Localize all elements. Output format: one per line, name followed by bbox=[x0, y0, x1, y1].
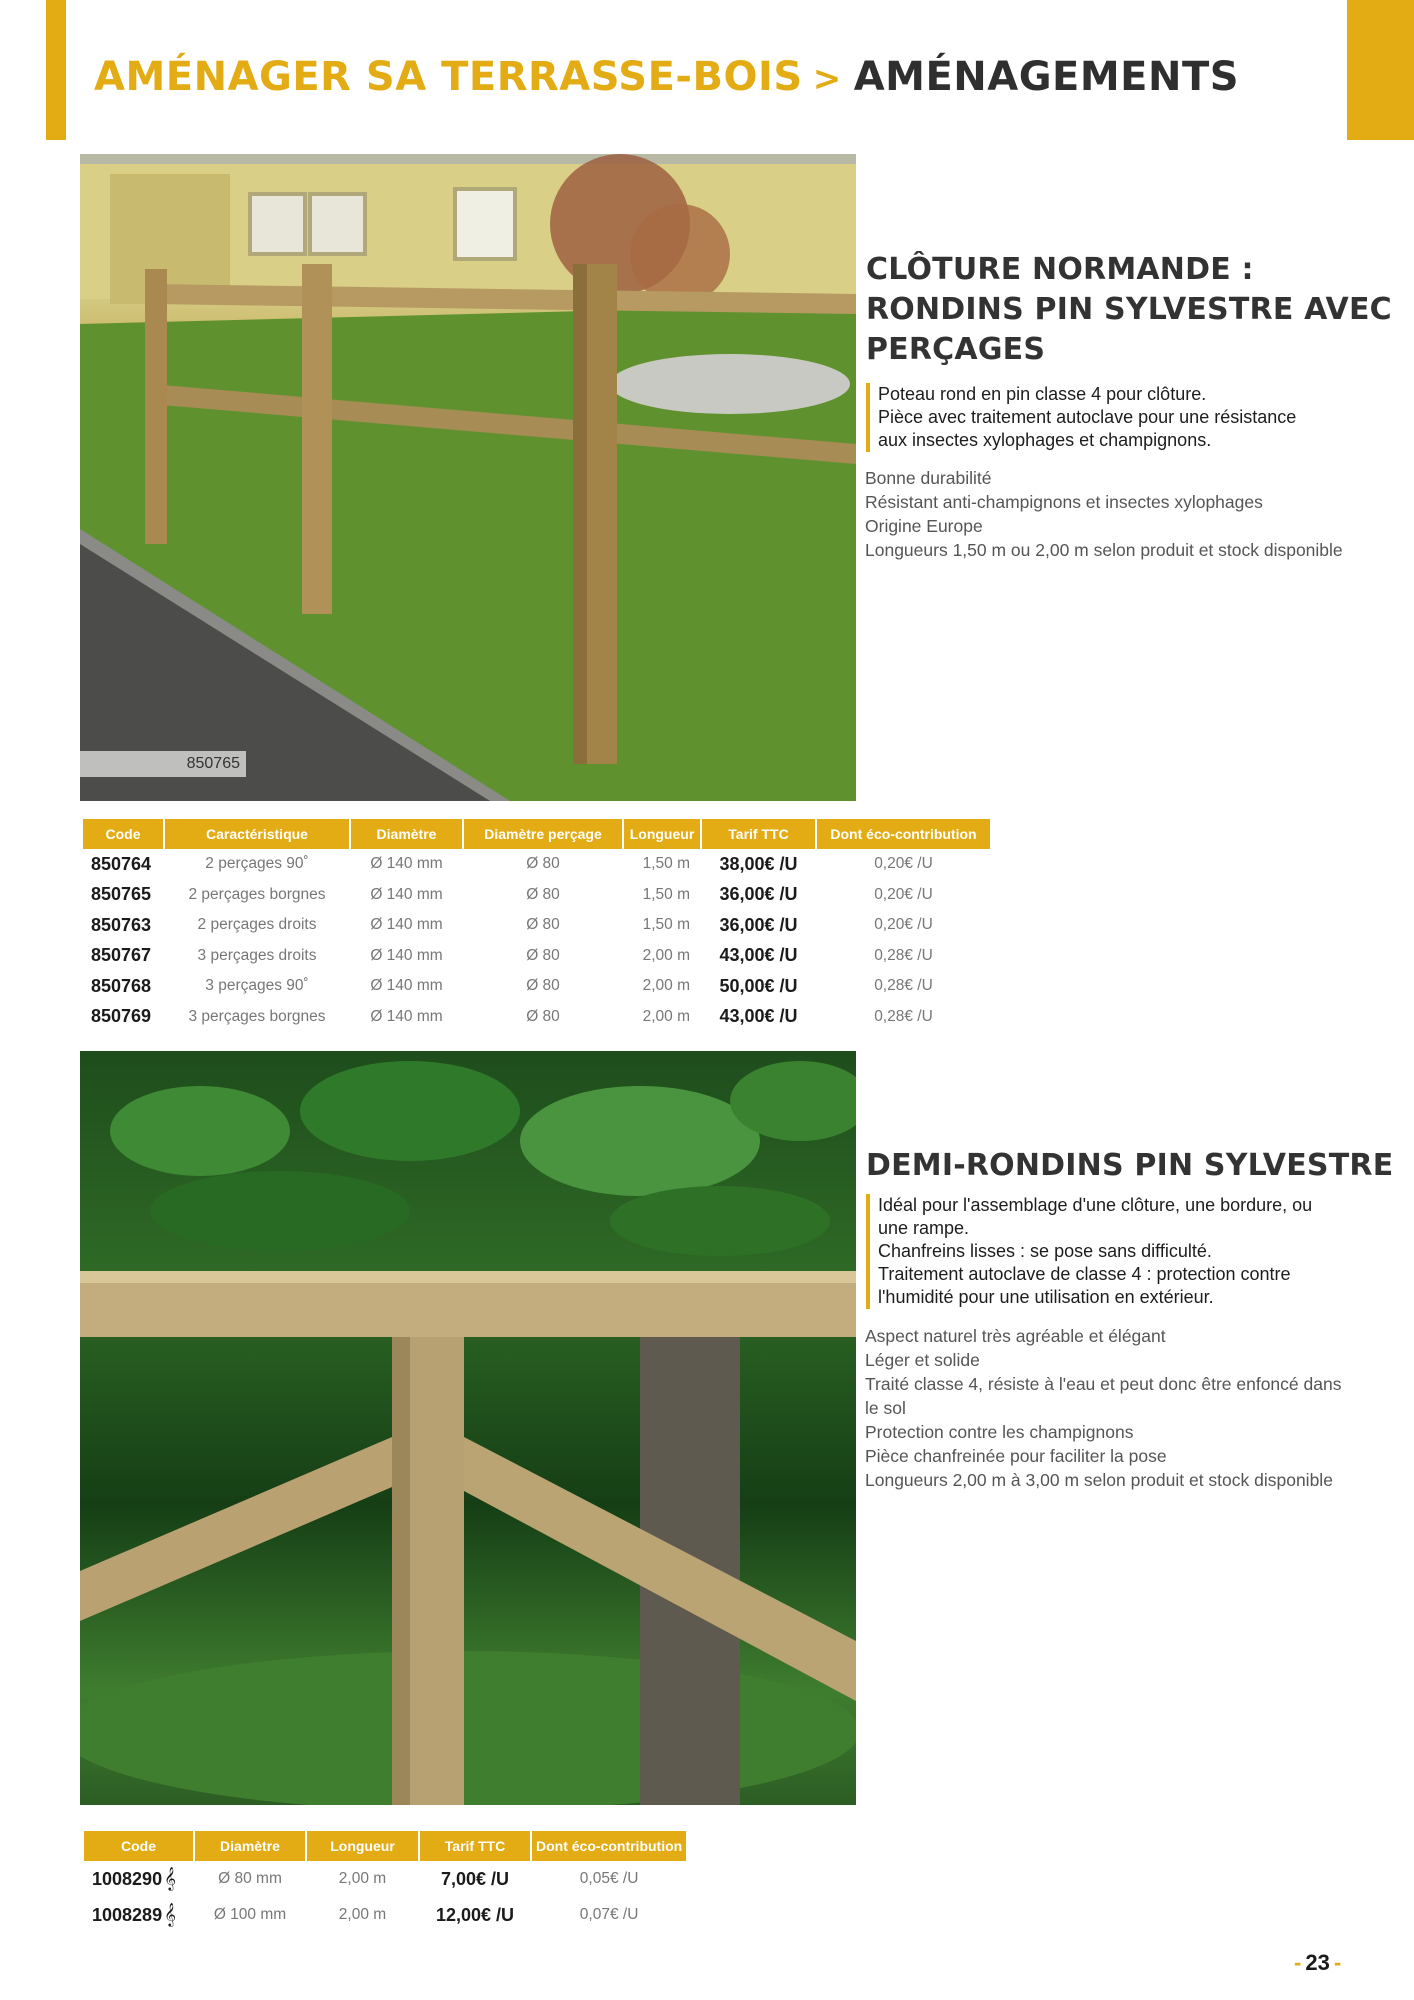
col-code: Code bbox=[83, 819, 163, 849]
product2-feature: Léger et solide bbox=[865, 1350, 980, 1370]
header-category: AMÉNAGER SA TERRASSE-BOIS bbox=[94, 54, 803, 100]
cell-drill-diameter: Ø 80 bbox=[526, 916, 560, 934]
fence-illustration-normande bbox=[80, 154, 856, 801]
page-number-dash: - bbox=[1333, 1950, 1342, 1975]
product2-feature: le sol bbox=[865, 1398, 906, 1418]
cell-eco: 0,05€ /U bbox=[579, 1870, 639, 1887]
cell-drill-diameter: Ø 80 bbox=[526, 855, 560, 873]
col-price: Tarif TTC bbox=[420, 1831, 530, 1861]
product2-lead-line: une rampe. bbox=[878, 1218, 970, 1238]
cell-code bbox=[84, 1861, 193, 1897]
cell-characteristic: 2 perçages borgnes bbox=[188, 885, 326, 903]
cell-diameter: Ø 140 mm bbox=[370, 916, 443, 934]
cell-code-text: 1008290 bbox=[92, 1868, 163, 1889]
cell-eco: 0,28€ /U bbox=[874, 977, 933, 995]
col-length: Longueur bbox=[307, 1831, 418, 1861]
cell-length: 1,50 m bbox=[642, 916, 690, 934]
table-header-row bbox=[83, 819, 990, 849]
cell-code-text: 1008289 bbox=[92, 1904, 163, 1925]
product1-title-line: RONDINS PIN SYLVESTRE AVEC bbox=[866, 292, 1392, 327]
table-row bbox=[84, 1861, 686, 1897]
cell-length: 1,50 m bbox=[642, 855, 690, 873]
cell-drill-diameter: Ø 80 bbox=[526, 977, 560, 995]
table-row bbox=[83, 849, 990, 880]
product2-feature: Protection contre les champignons bbox=[865, 1422, 1134, 1442]
col-price: Tarif TTC bbox=[702, 819, 815, 849]
page-number-dash: - bbox=[1294, 1950, 1302, 1975]
cell-diameter: Ø 100 mm bbox=[213, 1906, 287, 1923]
cell-eco: 0,20€ /U bbox=[874, 916, 933, 934]
cell-price: 12,00€ /U bbox=[435, 1904, 515, 1925]
product2-lead-line: Chanfreins lisses : se pose sans difficulté. bbox=[878, 1241, 1212, 1261]
table-row bbox=[83, 880, 990, 911]
product2-lead-line: Traitement autoclave de classe 4 : protection contre bbox=[878, 1264, 1291, 1284]
col-diameter: Diamètre bbox=[195, 1831, 305, 1861]
product1-feature: Résistant anti-champignons et insectes xylophages bbox=[865, 492, 1263, 512]
product2-feature: Longueurs 2,00 m à 3,00 m selon produit et stock disponible bbox=[865, 1470, 1333, 1490]
product2-feature: Pièce chanfreinée pour faciliter la pose bbox=[865, 1446, 1167, 1466]
product2-feature: Traité classe 4, résiste à l'eau et peut donc être enfoncé dans bbox=[865, 1374, 1342, 1394]
product1-lead-line: Poteau rond en pin classe 4 pour clôture. bbox=[878, 384, 1207, 404]
cell-diameter: Ø 140 mm bbox=[370, 977, 443, 995]
product1-title bbox=[866, 250, 1392, 370]
fence-photo-normande bbox=[80, 154, 856, 801]
cell-characteristic: 3 perçages borgnes bbox=[188, 1007, 326, 1025]
page-number-value: 23 bbox=[1305, 1950, 1330, 1975]
col-characteristic: Caractéristique bbox=[165, 819, 349, 849]
cell-characteristic: 3 perçages 90˚ bbox=[205, 977, 309, 995]
photo-product-code: 850765 bbox=[80, 751, 246, 777]
cell-eco: 0,20€ /U bbox=[874, 855, 933, 873]
treble-clef-icon: 𝄞 bbox=[164, 1867, 176, 1890]
col-eco: Dont éco-contribution bbox=[532, 1831, 686, 1861]
treble-clef-icon: 𝄞 bbox=[164, 1903, 176, 1926]
cell-length: 1,50 m bbox=[642, 885, 690, 903]
page-number bbox=[1290, 1950, 1345, 1976]
product2-lead-line: l'humidité pour une utilisation en extérieur. bbox=[878, 1287, 1214, 1307]
header-separator: > bbox=[812, 59, 842, 99]
cell-price: 7,00€ /U bbox=[440, 1868, 510, 1889]
product1-feature: Origine Europe bbox=[865, 516, 983, 536]
product2-features bbox=[865, 1324, 1341, 1492]
fence-photo-demi-rondins bbox=[80, 1051, 856, 1805]
col-code: Code bbox=[84, 1831, 193, 1861]
left-accent-bar bbox=[46, 0, 66, 140]
cell-price: 36,00€ /U bbox=[719, 884, 798, 905]
cell-length: 2,00 m bbox=[642, 1007, 690, 1025]
cell-drill-diameter: Ø 80 bbox=[526, 946, 560, 964]
product1-feature: Bonne durabilité bbox=[865, 468, 992, 488]
col-diameter: Diamètre bbox=[351, 819, 462, 849]
table-row bbox=[83, 1002, 990, 1033]
cell-code bbox=[84, 1897, 193, 1933]
cell-code: 850768 bbox=[91, 975, 152, 996]
product2-title bbox=[866, 1146, 1393, 1186]
cell-eco: 0,28€ /U bbox=[874, 946, 933, 964]
product2-title-line: DEMI-RONDINS PIN SYLVESTRE bbox=[866, 1148, 1394, 1183]
product1-feature: Longueurs 1,50 m ou 2,00 m selon produit et stock disponible bbox=[865, 540, 1343, 560]
product1-lead-line: Pièce avec traitement autoclave pour une résistance bbox=[878, 407, 1297, 427]
cell-eco: 0,07€ /U bbox=[579, 1906, 639, 1923]
cell-eco: 0,20€ /U bbox=[874, 885, 933, 903]
cell-price: 43,00€ /U bbox=[719, 1006, 798, 1027]
cell-length: 2,00 m bbox=[642, 946, 690, 964]
product2-price-table bbox=[82, 1831, 688, 1933]
cell-price: 43,00€ /U bbox=[719, 945, 798, 966]
product1-features bbox=[865, 466, 1343, 562]
cell-diameter: Ø 80 mm bbox=[218, 1870, 282, 1887]
header-subcategory: AMÉNAGEMENTS bbox=[853, 54, 1240, 100]
cell-characteristic: 2 perçages droits bbox=[197, 916, 317, 934]
cell-price: 36,00€ /U bbox=[719, 914, 798, 935]
product1-price-table bbox=[81, 819, 992, 1032]
table-row bbox=[83, 941, 990, 972]
col-drill-diameter: Diamètre perçage bbox=[464, 819, 622, 849]
cell-code: 850764 bbox=[91, 853, 152, 874]
cell-diameter: Ø 140 mm bbox=[370, 1007, 443, 1025]
fence-illustration-demi-rondins bbox=[80, 1051, 856, 1805]
cell-price: 38,00€ /U bbox=[719, 853, 798, 874]
col-eco: Dont éco-contribution bbox=[817, 819, 990, 849]
product1-title-line: PERÇAGES bbox=[866, 332, 1046, 367]
cell-length: 2,00 m bbox=[338, 1906, 387, 1923]
product1-title-line: CLÔTURE NORMANDE : bbox=[866, 252, 1254, 287]
cell-diameter: Ø 140 mm bbox=[370, 885, 443, 903]
cell-price: 50,00€ /U bbox=[719, 975, 798, 996]
cell-drill-diameter: Ø 80 bbox=[526, 885, 560, 903]
cell-diameter: Ø 140 mm bbox=[370, 946, 443, 964]
table-row bbox=[84, 1897, 686, 1933]
page-header bbox=[94, 54, 1239, 114]
cell-code: 850769 bbox=[91, 1006, 152, 1027]
cell-length: 2,00 m bbox=[338, 1870, 387, 1887]
col-length: Longueur bbox=[624, 819, 700, 849]
table-header-row bbox=[84, 1831, 686, 1861]
cell-code: 850763 bbox=[91, 914, 152, 935]
cell-length: 2,00 m bbox=[642, 977, 690, 995]
product2-feature: Aspect naturel très agréable et élégant bbox=[865, 1326, 1166, 1346]
product1-lead bbox=[866, 383, 1296, 452]
product2-lead-line: Idéal pour l'assemblage d'une clôture, une bordure, ou bbox=[878, 1195, 1313, 1215]
cell-diameter: Ø 140 mm bbox=[370, 855, 443, 873]
product1-lead-line: aux insectes xylophages et champignons. bbox=[878, 430, 1212, 450]
table-row bbox=[83, 971, 990, 1002]
cell-characteristic: 2 perçages 90˚ bbox=[205, 855, 309, 873]
table-row bbox=[83, 910, 990, 941]
cell-code: 850765 bbox=[91, 884, 152, 905]
product2-lead bbox=[866, 1194, 1312, 1309]
cell-characteristic: 3 perçages droits bbox=[197, 946, 317, 964]
cell-code: 850767 bbox=[91, 945, 152, 966]
cell-drill-diameter: Ø 80 bbox=[526, 1007, 560, 1025]
right-accent-bar bbox=[1347, 0, 1414, 140]
cell-eco: 0,28€ /U bbox=[874, 1007, 933, 1025]
